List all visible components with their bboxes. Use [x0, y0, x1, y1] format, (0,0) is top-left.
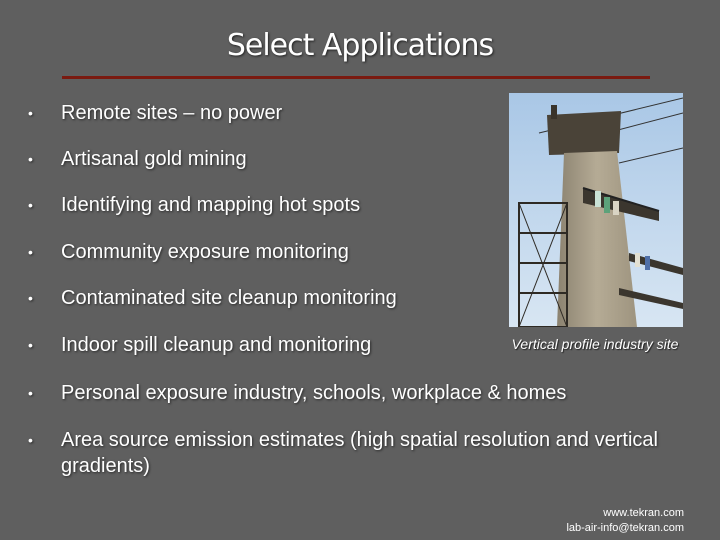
bullet-text: Artisanal gold mining	[61, 148, 247, 170]
footer-email: lab-air-info@tekran.com	[566, 522, 684, 534]
bullet-text: Contaminated site cleanup monitoring	[61, 287, 397, 309]
slide-title: Select Applications	[226, 28, 494, 63]
photo-caption: Vertical profile industry site	[511, 336, 679, 352]
title-divider	[62, 76, 650, 79]
bullet-icon: •	[28, 385, 33, 401]
bullet-item	[28, 332, 468, 358]
bullet-text: Area source emission estimates (high spatial resolution and vertical gradients)	[61, 429, 658, 477]
bullet-text: Community exposure monitoring	[61, 241, 349, 263]
tower-photo	[509, 93, 683, 327]
bullet-text: Remote sites – no power	[61, 102, 283, 124]
bullet-text: Identifying and mapping hot spots	[61, 194, 361, 216]
bullet-icon: •	[28, 105, 33, 121]
bullet-icon: •	[28, 432, 33, 448]
footer	[566, 506, 684, 536]
bullet-icon: •	[28, 151, 33, 167]
footer-website: www.tekran.com	[603, 507, 684, 519]
bullet-item	[28, 380, 708, 406]
bullet-icon: •	[28, 244, 33, 260]
bullet-text: Personal exposure industry, schools, workplace & homes	[61, 382, 567, 404]
bullet-text: Indoor spill cleanup and monitoring	[61, 334, 372, 356]
bullet-item	[28, 427, 698, 479]
bullet-icon: •	[28, 197, 33, 213]
bullet-icon: •	[28, 290, 33, 306]
bullet-icon: •	[28, 337, 33, 353]
